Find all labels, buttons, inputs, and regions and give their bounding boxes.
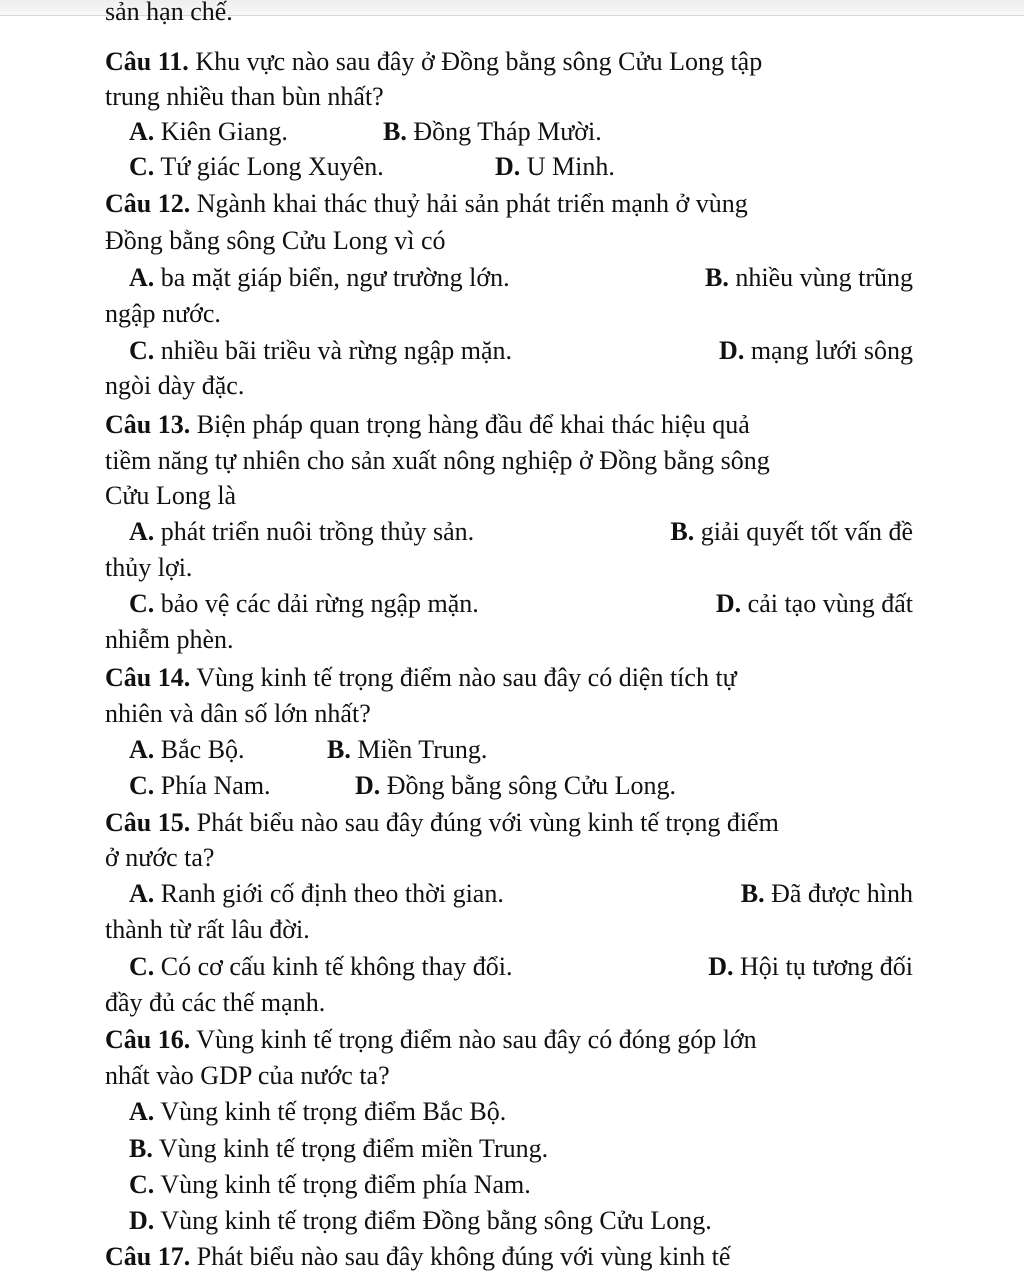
q12-options-cd [129, 333, 913, 369]
q13-option-b[interactable]: B. giải quyết tốt vấn đề [670, 517, 913, 546]
q11-number: Câu 11. [105, 47, 189, 76]
q14-text-1: Vùng kinh tế trọng điểm nào sau đây có diện tích tự [196, 663, 737, 692]
q17-number: Câu 17. [105, 1242, 191, 1271]
q12-options-ab [129, 260, 913, 296]
q15-stem-line-2: ở nước ta? [105, 843, 215, 872]
q16-text-1: Vùng kinh tế trọng điểm nào sau đây có đóng góp lớn [196, 1025, 757, 1054]
q14-number: Câu 14. [105, 663, 191, 692]
q14-option-d[interactable]: D. Đồng bằng sông Cửu Long. [355, 771, 677, 800]
q16-stem-line-2: nhất vào GDP của nước ta? [105, 1061, 390, 1090]
q11-option-a[interactable]: A. Kiên Giang. [129, 117, 288, 146]
q13-number: Câu 13. [105, 410, 191, 439]
q15-options-cd [129, 949, 913, 985]
q14-options-ab [129, 732, 913, 768]
q17-stem-line-1 [105, 1239, 913, 1275]
q13-stem-line-2: tiềm năng tự nhiên cho sản xuất nông nghiệp ở Đồng bằng sông [105, 446, 770, 475]
q16-option-a[interactable]: A. Vùng kinh tế trọng điểm Bắc Bộ. [129, 1097, 507, 1126]
q13-text-1: Biện pháp quan trọng hàng đầu để khai thác hiệu quả [196, 410, 750, 439]
q11-option-c[interactable]: C. Tứ giác Long Xuyên. [129, 152, 384, 181]
q11-option-d[interactable]: D. U Minh. [495, 152, 615, 181]
q13-option-d-cont: nhiễm phèn. [105, 625, 234, 654]
q14-stem-line-1 [105, 660, 913, 696]
q12-number: Câu 12. [105, 189, 191, 218]
q12-stem-line-1 [105, 186, 913, 222]
q13-options-cd [129, 586, 913, 622]
q15-stem-line-1 [105, 805, 913, 841]
q15-option-b-cont: thành từ rất lâu đời. [105, 915, 310, 944]
q15-option-d[interactable]: D. Hội tụ tương đối [708, 952, 913, 981]
q11-option-b[interactable]: B. Đồng Tháp Mười. [383, 117, 602, 146]
q14-stem-line-2: nhiên và dân số lớn nhất? [105, 699, 371, 728]
q16-number: Câu 16. [105, 1025, 191, 1054]
q11-options-cd [129, 149, 913, 185]
q11-stem-line-2: trung nhiều than bùn nhất? [105, 82, 384, 111]
q13-option-d[interactable]: D. cải tạo vùng đất [715, 589, 913, 618]
q12-option-d-cont: ngòi dày đặc. [105, 371, 245, 400]
q16-option-c[interactable]: C. Vùng kinh tế trọng điểm phía Nam. [129, 1170, 531, 1199]
q15-text-1: Phát biểu nào sau đây đúng với vùng kinh tế trọng điểm [196, 808, 779, 837]
q15-option-a[interactable]: A. Ranh giới cố định theo thời gian. [129, 879, 504, 908]
q11-stem-line-1 [105, 44, 913, 80]
q12-option-a[interactable]: A. ba mặt giáp biển, ngư trường lớn. [129, 263, 510, 292]
q13-option-a[interactable]: A. phát triển nuôi trồng thủy sản. [129, 517, 475, 546]
q15-option-b[interactable]: B. Đã được hình [740, 879, 913, 908]
q15-option-d-cont: đầy đủ các thế mạnh. [105, 988, 326, 1017]
q14-option-b[interactable]: B. Miền Trung. [327, 735, 488, 764]
q12-option-b-cont: ngập nước. [105, 299, 221, 328]
q17-text-1: Phát biểu nào sau đây không đúng với vùng kinh tế [196, 1242, 731, 1271]
q13-option-b-cont: thủy lợi. [105, 553, 193, 582]
q12-option-c[interactable]: C. nhiều bãi triều và rừng ngập mặn. [129, 336, 513, 365]
q12-option-b[interactable]: B. nhiều vùng trũng [705, 263, 913, 292]
q14-option-c[interactable]: C. Phía Nam. [129, 771, 271, 800]
q15-option-c[interactable]: C. Có cơ cấu kinh tế không thay đổi. [129, 952, 513, 981]
q11-options-ab [129, 114, 913, 150]
q11-text-1: Khu vực nào sau đây ở Đồng bằng sông Cửu Long tập [195, 47, 763, 76]
q15-options-ab [129, 876, 913, 912]
q13-stem-line-1 [105, 407, 913, 443]
q16-option-b[interactable]: B. Vùng kinh tế trọng điểm miền Trung. [129, 1134, 549, 1163]
q14-options-cd [129, 768, 913, 804]
q16-stem-line-1 [105, 1022, 913, 1058]
exam-page [105, 0, 913, 1281]
q16-option-d[interactable]: D. Vùng kinh tế trọng điểm Đồng bằng sông Cửu Long. [129, 1206, 712, 1235]
q12-option-d[interactable]: D. mạng lưới sông [719, 336, 913, 365]
q14-option-a[interactable]: A. Bắc Bộ. [129, 735, 245, 764]
q12-stem-line-2: Đồng bằng sông Cửu Long vì có [105, 226, 446, 255]
q13-options-ab [129, 514, 913, 550]
q13-stem-line-3: Cửu Long là [105, 481, 237, 510]
q12-text-1: Ngành khai thác thuỷ hải sản phát triển mạnh ở vùng [196, 189, 748, 218]
cut-off-line: sản hạn chế. [105, 0, 233, 26]
q15-number: Câu 15. [105, 808, 191, 837]
q13-option-c[interactable]: C. bảo vệ các dải rừng ngập mặn. [129, 589, 479, 618]
